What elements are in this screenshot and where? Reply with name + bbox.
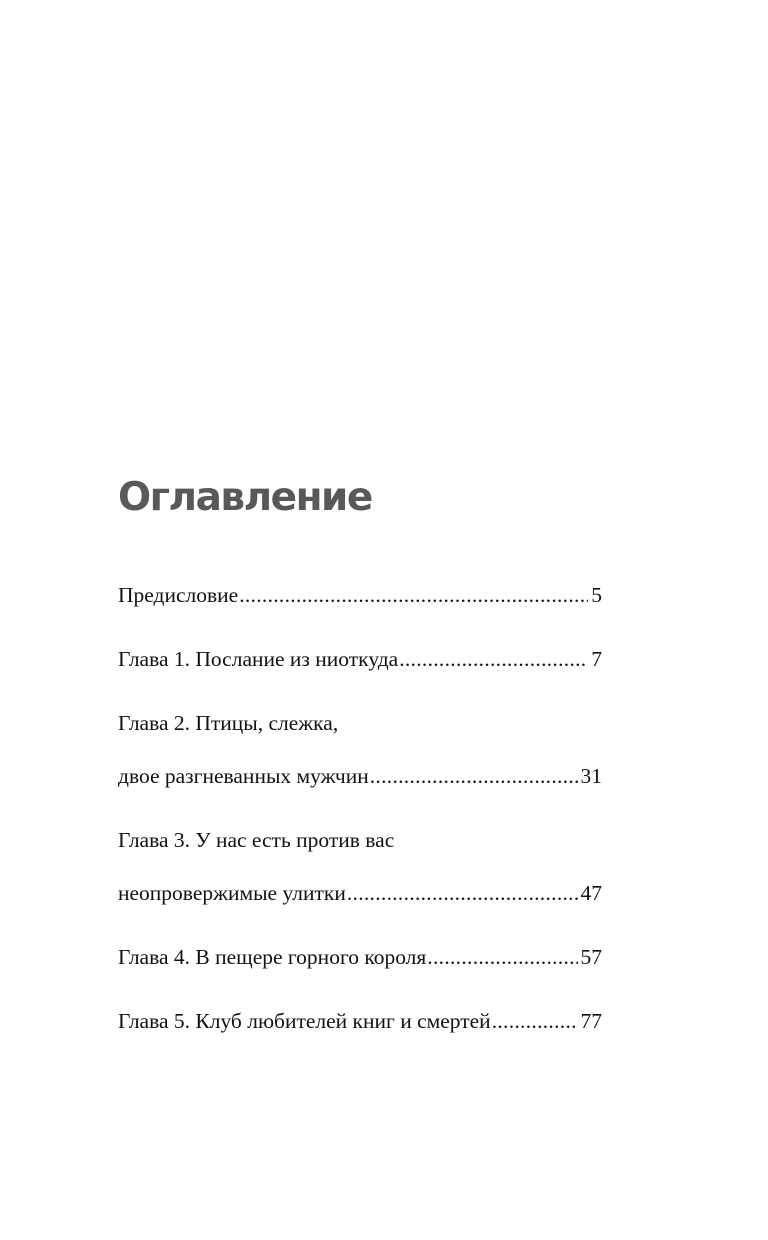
toc-entry-title: Глава 5. Клуб любителей книг и смертей <box>118 1009 491 1033</box>
toc-line <box>118 578 602 612</box>
dot-leader <box>239 578 588 612</box>
toc-line <box>118 642 602 676</box>
toc-entry-title-line-2: двое разгневанных мужчин <box>118 764 369 788</box>
toc-list <box>118 578 602 1068</box>
toc-entry-chapter-2 <box>118 706 602 793</box>
toc-page-number: 31 <box>580 764 602 788</box>
toc-page-number: 47 <box>580 881 602 905</box>
toc-entry-title-line-1: Глава 3. У нас есть против вас <box>118 828 395 852</box>
toc-entry-chapter-5 <box>118 1004 602 1038</box>
toc-entry-chapter-1 <box>118 642 602 676</box>
dot-leader <box>347 876 578 910</box>
toc-page-number: 57 <box>580 945 602 969</box>
toc-line <box>118 876 602 910</box>
dot-leader <box>492 1004 578 1038</box>
dot-leader <box>427 940 577 974</box>
toc-entry-title: Предисловие <box>118 583 239 607</box>
toc-entry-title-line-1: Глава 2. Птицы, слежка, <box>118 711 339 735</box>
toc-page-number: 5 <box>591 583 602 607</box>
toc-entry-preface <box>118 578 602 612</box>
toc-page-number: 77 <box>580 1009 602 1033</box>
dot-leader <box>370 759 578 793</box>
toc-entry-chapter-4 <box>118 940 602 974</box>
toc-line <box>118 940 602 974</box>
toc-page-number: 7 <box>591 647 602 671</box>
toc-entry-title: Глава 1. Послание из ниоткуда <box>118 647 399 671</box>
toc-entry-title: Глава 4. В пещере горного короля <box>118 945 427 969</box>
toc-line <box>118 759 602 793</box>
toc-entry-title-line-2: неопровержимые улитки <box>118 881 346 905</box>
dot-leader <box>399 642 588 676</box>
toc-line <box>118 1004 602 1038</box>
toc-entry-chapter-3 <box>118 823 602 910</box>
page-title: Оглавление <box>118 475 372 520</box>
